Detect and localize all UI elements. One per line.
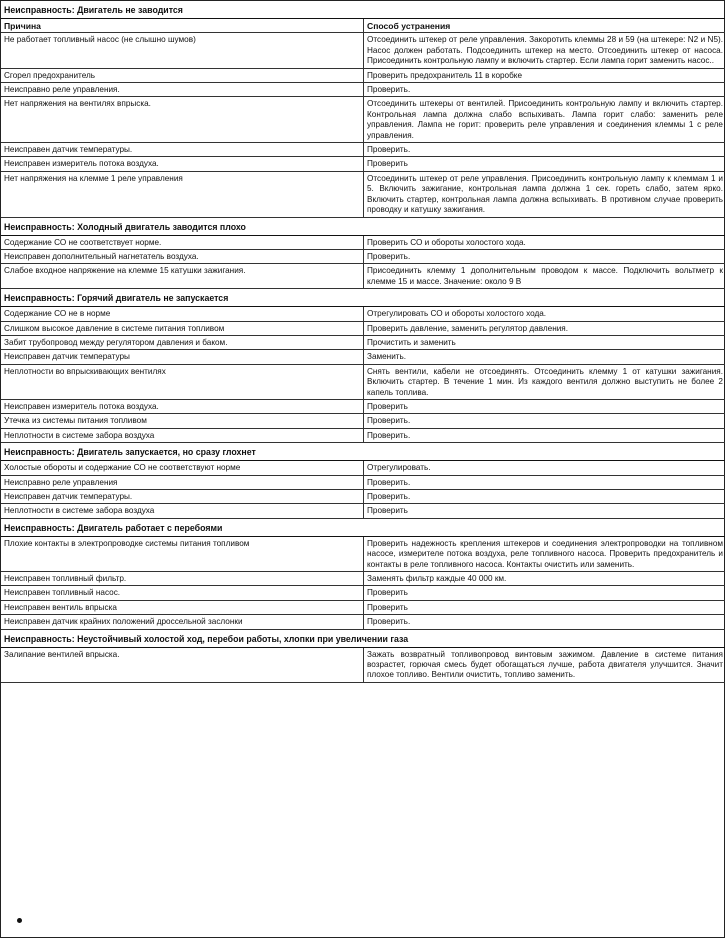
section-title: Неисправность: Холодный двигатель заводится плохо	[1, 217, 725, 235]
cause-cell: Неисправно реле управления	[1, 475, 364, 489]
section-row	[1, 518, 725, 536]
table-row	[1, 461, 725, 475]
column-header-cause: Причина	[1, 19, 364, 33]
fix-cell: Проверить	[364, 504, 725, 518]
table-row	[1, 249, 725, 263]
table-row	[1, 586, 725, 600]
fix-cell: Проверить.	[364, 475, 725, 489]
bullet-dot	[17, 918, 22, 923]
table-row	[1, 647, 725, 682]
cause-cell: Неисправен датчик температуры	[1, 350, 364, 364]
cause-cell: Содержание СО не в норме	[1, 307, 364, 321]
table-row	[1, 83, 725, 97]
cause-cell: Слишком высокое давление в системе питания топливом	[1, 321, 364, 335]
fix-cell: Проверить.	[364, 143, 725, 157]
cause-cell: Залипание вентилей впрыска.	[1, 647, 364, 682]
table-row	[1, 364, 725, 399]
fix-cell: Проверить предохранитель 11 в коробке	[364, 68, 725, 82]
section-title: Неисправность: Неустойчивый холостой ход, перебои работы, хлопки при увеличении газа	[1, 629, 725, 647]
table-row	[1, 350, 725, 364]
cause-cell: Неисправен вентиль впрыска	[1, 600, 364, 614]
cause-cell: Слабое входное напряжение на клемме 15 катушки зажигания.	[1, 264, 364, 289]
section-title: Неисправность: Двигатель работает с перебоями	[1, 518, 725, 536]
cause-cell: Плохие контакты в электропроводке системы питания топливом	[1, 536, 364, 571]
cause-cell: Сгорел предохранитель	[1, 68, 364, 82]
cause-cell: Неплотности в системе забора воздуха	[1, 428, 364, 442]
cause-cell: Холостые обороты и содержание СО не соответствуют норме	[1, 461, 364, 475]
fix-cell: Отсоединить штекер от реле управления. Закоротить клеммы 28 и 59 (на штекере: N2 и N5). Насос должен работать. Подсоединить штекер на место. Отсоединить штекер от насоса. Присоединить контрольную лампу и включить стартер. Если лампа горит заменить насос..	[364, 33, 725, 68]
table-row	[1, 572, 725, 586]
fix-cell: Отрегулировать.	[364, 461, 725, 475]
cause-cell: Неисправен топливный насос.	[1, 586, 364, 600]
fix-cell: Заменять фильтр каждые 40 000 км.	[364, 572, 725, 586]
table-row	[1, 97, 725, 143]
fix-cell: Проверить.	[364, 428, 725, 442]
section-title: Неисправность: Двигатель запускается, но сразу глохнет	[1, 443, 725, 461]
fix-cell: Проверить давление, заменить регулятор давления.	[364, 321, 725, 335]
section-row	[1, 217, 725, 235]
page-title: Неисправность: Двигатель не заводится	[1, 1, 725, 19]
cause-cell: Забит трубопровод между регулятором давления и баком.	[1, 335, 364, 349]
cause-cell: Неисправен измеритель потока воздуха.	[1, 157, 364, 171]
cause-cell: Неисправен датчик температуры.	[1, 143, 364, 157]
table-row	[1, 399, 725, 413]
fix-cell: Проверить	[364, 586, 725, 600]
fix-cell: Проверить.	[364, 83, 725, 97]
cause-cell: Утечка из системы питания топливом	[1, 414, 364, 428]
table-row	[1, 536, 725, 571]
section-row	[1, 629, 725, 647]
cause-cell: Неплотности во впрыскивающих вентилях	[1, 364, 364, 399]
table-row	[1, 335, 725, 349]
table-row	[1, 490, 725, 504]
fix-cell: Присоединить клемму 1 дополнительным проводом к массе. Подключить вольтметр к клемме 15 и массе. Значение: около 9 В	[364, 264, 725, 289]
cause-cell: Неплотности в системе забора воздуха	[1, 504, 364, 518]
section-title: Неисправность: Горячий двигатель не запускается	[1, 289, 725, 307]
cause-cell: Неисправно реле управления.	[1, 83, 364, 97]
table-row	[1, 235, 725, 249]
fix-cell: Проверить.	[364, 615, 725, 629]
table-row	[1, 321, 725, 335]
fix-cell: Проверить.	[364, 490, 725, 504]
fix-cell: Заменить.	[364, 350, 725, 364]
cause-cell: Нет напряжения на клемме 1 реле управления	[1, 171, 364, 217]
cause-cell: Неисправен дополнительный нагнетатель воздуха.	[1, 249, 364, 263]
fix-cell: Проверить.	[364, 249, 725, 263]
cause-cell: Неисправен измеритель потока воздуха.	[1, 399, 364, 413]
cause-cell: Неисправен датчик температуры.	[1, 490, 364, 504]
table-row	[1, 615, 725, 629]
fix-cell: Снять вентили, кабели не отсоединять. Отсоединить клемму 1 от катушки зажигания. Включить стартер. В течение 1 мин. Из каждого вентиля должно выступить не более 2 капель топлива.	[364, 364, 725, 399]
cause-cell: Неисправен топливный фильтр.	[1, 572, 364, 586]
fix-cell: Отрегулировать СО и обороты холостого хода.	[364, 307, 725, 321]
table-row	[1, 475, 725, 489]
cause-cell: Не работает топливный насос (не слышно шумов)	[1, 33, 364, 68]
fix-cell: Проверить надежность крепления штекеров и соединения электропроводки на топливном насосе, измерителе потока воздуха, реле топливного насоса. Проверить предохранитель и контакты в реле топливного насоса. Контакты очистить или заменить.	[364, 536, 725, 571]
header-row	[1, 19, 725, 33]
table-row	[1, 171, 725, 217]
table-row	[1, 307, 725, 321]
table-row	[1, 143, 725, 157]
fix-cell: Отсоединить штекеры от вентилей. Присоединить контрольную лампу и включить стартер. Контрольная лампа должна слабо вспыхивать. Лампа горит слабо: заменить реле управления. Лампа не горит: проверить реле управления и соединения клеммы 1 с реле управления.	[364, 97, 725, 143]
section-row	[1, 443, 725, 461]
fix-cell: Проверить	[364, 600, 725, 614]
cause-cell: Содержание СО не соответствует норме.	[1, 235, 364, 249]
table-row	[1, 33, 725, 68]
section-row	[1, 289, 725, 307]
fix-cell: Проверить	[364, 157, 725, 171]
fix-cell: Проверить.	[364, 414, 725, 428]
cause-cell: Неисправен датчик крайних положений дроссельной заслонки	[1, 615, 364, 629]
table-row	[1, 428, 725, 442]
fix-cell: Прочистить и заменить	[364, 335, 725, 349]
fix-cell: Отсоединить штекер от реле управления. Присоединить контрольную лампу к клеммам 1 и 5. Включить зажигание, контрольная лампа должна 1 сек. гореть слабо, затем ярко. Включить стартер, контрольная лампа должна вспыхивать. В противном случае проверить проводку и катушку зажигания.	[364, 171, 725, 217]
table-row	[1, 264, 725, 289]
table-row	[1, 68, 725, 82]
table-row	[1, 414, 725, 428]
fix-cell: Зажать возвратный топливопровод винтовым зажимом. Давление в системе питания возрастет, горючая смесь будет обогащаться лучше, работа двигателя улучшится. Значит плохое топливо. Вентили очистить, топливо заменить.	[364, 647, 725, 682]
column-header-fix: Способ устранения	[364, 19, 725, 33]
fix-cell: Проверить	[364, 399, 725, 413]
table-row	[1, 157, 725, 171]
fault-table	[1, 1, 725, 683]
table-row	[1, 600, 725, 614]
fix-cell: Проверить СО и обороты холостого хода.	[364, 235, 725, 249]
table-row	[1, 504, 725, 518]
title-row	[1, 1, 725, 19]
cause-cell: Нет напряжения на вентилях впрыска.	[1, 97, 364, 143]
